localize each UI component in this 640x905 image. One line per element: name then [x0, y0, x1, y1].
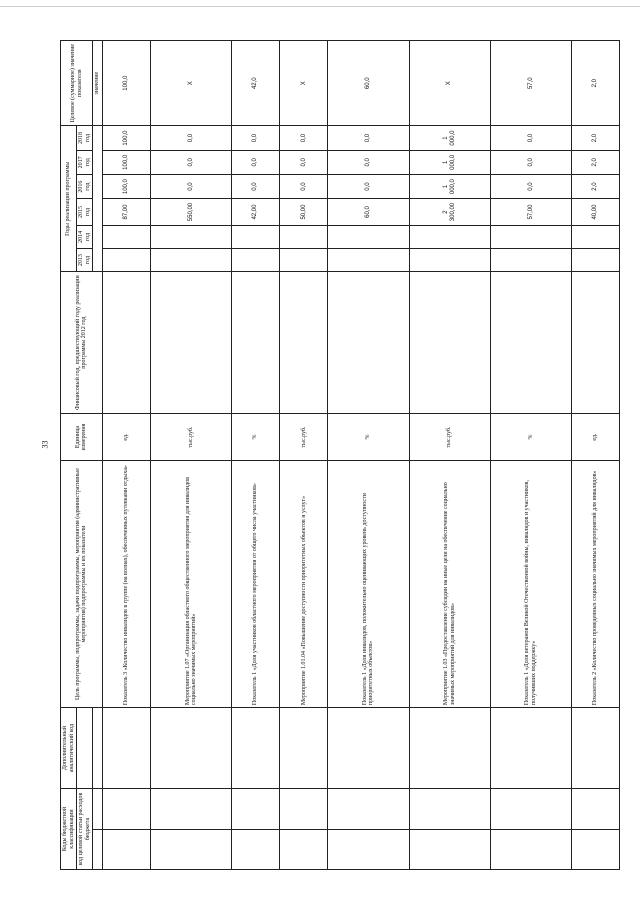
header-additional-code: Дополнительный аналитический код: [61, 708, 77, 789]
row-year-value: 1 000,0: [409, 150, 490, 174]
header-additional-sub: [77, 708, 93, 789]
code-cell: [409, 789, 490, 829]
header-years-blank: [93, 126, 103, 272]
row-fin-year: [102, 272, 150, 414]
row-final: X: [280, 41, 328, 126]
row-year-value: 1 000,0: [409, 126, 490, 150]
row-year-value: 87,00: [102, 199, 150, 226]
code-cell: [151, 829, 232, 869]
row-description: Мероприятие 1.01.04 «Повышение доступности приоритетных объектов и услуг»: [280, 461, 328, 708]
year-2016: 2016 год: [77, 174, 93, 198]
row-unit: %: [232, 414, 280, 461]
header-years: Годы реализации программы: [61, 126, 77, 272]
program-indicators-table: [60, 40, 620, 870]
additional-cell: [328, 708, 409, 789]
row-fin-year: [328, 272, 409, 414]
year-2014: 2014 год: [77, 225, 93, 248]
row-year-value: 0,0: [151, 174, 232, 198]
document-page: [60, 40, 620, 870]
table-row: [151, 41, 232, 870]
row-unit: %: [328, 414, 409, 461]
code-cell: [232, 829, 280, 869]
row-final: 57,0: [490, 41, 571, 126]
row-year-value: [280, 225, 328, 248]
row-year-value: [232, 248, 280, 271]
row-year-value: [328, 225, 409, 248]
row-year-value: [571, 225, 619, 248]
header-code-a: [93, 829, 103, 869]
row-description: Показатель 2 «Количество проведенных социально значимых мероприятий для инвалидов»: [571, 461, 619, 708]
row-year-value: [102, 248, 150, 271]
row-unit: ед.: [102, 414, 150, 461]
additional-cell: [232, 708, 280, 789]
header-code-b: [93, 789, 103, 829]
row-final: 100,0: [102, 41, 150, 126]
header-code-c: [93, 708, 103, 789]
row-final: 2,0: [571, 41, 619, 126]
code-cell: [490, 789, 571, 829]
code-cell: [232, 789, 280, 829]
code-cell: [102, 789, 150, 829]
additional-cell: [151, 708, 232, 789]
table-row: [232, 41, 280, 870]
row-fin-year: [490, 272, 571, 414]
row-year-value: 0,0: [280, 174, 328, 198]
row-year-value: [490, 225, 571, 248]
additional-cell: [571, 708, 619, 789]
header-final: Целевое (суммарное) значение показателя: [61, 41, 93, 126]
row-description: Мероприятие 1.07 «Организация областного общественного мероприятия для инвалидов социально значимых мероприятий»: [151, 461, 232, 708]
code-cell: [490, 829, 571, 869]
row-year-value: 0,0: [490, 174, 571, 198]
header-goal: Цель программы, подпрограммы, задачи подпрограммы, мероприятия (административные мероприятия) подпрограммы и их показатели: [61, 461, 103, 708]
code-cell: [102, 829, 150, 869]
row-year-value: [102, 225, 150, 248]
additional-cell: [102, 708, 150, 789]
row-year-value: [151, 225, 232, 248]
code-cell: [571, 789, 619, 829]
code-cell: [280, 789, 328, 829]
additional-cell: [280, 708, 328, 789]
row-year-value: 550,00: [151, 199, 232, 226]
year-2015: 2015 год: [77, 199, 93, 226]
table-row: [490, 41, 571, 870]
row-year-value: [409, 248, 490, 271]
row-year-value: 0,0: [280, 150, 328, 174]
header-fin-year: Финансовый год, предшествующий году реализации программы 2012 год: [61, 272, 103, 414]
table-row: [571, 41, 619, 870]
row-year-value: 0,0: [232, 174, 280, 198]
header-final-value: значение: [93, 41, 103, 126]
page-number: 33: [40, 440, 50, 449]
row-year-value: 0,0: [490, 126, 571, 150]
code-cell: [409, 829, 490, 869]
header-code-group: код целевой статьи расходов бюджета: [77, 789, 93, 870]
row-unit: тыс.руб.: [151, 414, 232, 461]
code-cell: [571, 829, 619, 869]
row-year-value: 0,0: [328, 126, 409, 150]
row-year-value: 60,0: [328, 199, 409, 226]
row-year-value: 2,0: [571, 174, 619, 198]
code-cell: [280, 829, 328, 869]
year-2013: 2013 год: [77, 248, 93, 271]
row-year-value: 0,0: [151, 126, 232, 150]
scan-edge: [0, 0, 640, 7]
year-2017: 2017 год: [77, 150, 93, 174]
row-year-value: [409, 225, 490, 248]
row-year-value: 0,0: [232, 150, 280, 174]
row-fin-year: [571, 272, 619, 414]
table-row: [328, 41, 409, 870]
row-fin-year: [409, 272, 490, 414]
row-fin-year: [280, 272, 328, 414]
table-row: [102, 41, 150, 870]
row-description: Мероприятие 1.03 «Предоставление субсидии на иные цели на обеспечение социально значимых мероприятий для инвалидов»: [409, 461, 490, 708]
row-year-value: [232, 225, 280, 248]
row-final: X: [409, 41, 490, 126]
row-year-value: 50,00: [280, 199, 328, 226]
year-2018: 2018 год: [77, 126, 93, 150]
row-year-value: 0,0: [232, 126, 280, 150]
row-description: Показатель 1 «Доля участников областного мероприятия от общего числа участников»: [232, 461, 280, 708]
row-year-value: [151, 248, 232, 271]
row-year-value: 0,0: [280, 126, 328, 150]
code-cell: [328, 789, 409, 829]
row-final: 42,0: [232, 41, 280, 126]
additional-cell: [490, 708, 571, 789]
table-body: [102, 41, 619, 870]
row-year-value: 100,0: [102, 126, 150, 150]
row-year-value: 1 000,0: [409, 174, 490, 198]
table-row: [280, 41, 328, 870]
row-year-value: 2,0: [571, 126, 619, 150]
row-unit: %: [490, 414, 571, 461]
row-unit: тыс.руб.: [280, 414, 328, 461]
row-year-value: 57,00: [490, 199, 571, 226]
code-cell: [151, 789, 232, 829]
header-budget-codes: Коды бюджетной классификации: [61, 789, 77, 870]
table-row: [409, 41, 490, 870]
header-unit: Единица измерения: [61, 414, 103, 461]
row-description: Показатель 1 «Доля инвалидов, положительно оценивающих уровень доступности приоритетных объектов»: [328, 461, 409, 708]
row-year-value: 2,0: [571, 150, 619, 174]
additional-cell: [409, 708, 490, 789]
row-unit: ед.: [571, 414, 619, 461]
row-fin-year: [232, 272, 280, 414]
row-final: 60,0: [328, 41, 409, 126]
row-year-value: 42,00: [232, 199, 280, 226]
row-description: Показатель 1 «Доля ветеранов Великой Отечественной войны, инвалидов и участников, получивших поддержку»: [490, 461, 571, 708]
row-year-value: [280, 248, 328, 271]
rotated-table-container: [60, 40, 620, 870]
row-year-value: 0,0: [328, 174, 409, 198]
row-year-value: 2 300,00: [409, 199, 490, 226]
row-year-value: 0,0: [151, 150, 232, 174]
row-final: X: [151, 41, 232, 126]
row-year-value: [490, 248, 571, 271]
row-fin-year: [151, 272, 232, 414]
row-year-value: 100,0: [102, 150, 150, 174]
row-year-value: 40,00: [571, 199, 619, 226]
row-year-value: [571, 248, 619, 271]
row-year-value: 0,0: [490, 150, 571, 174]
row-year-value: 100,0: [102, 174, 150, 198]
row-year-value: 0,0: [328, 150, 409, 174]
code-cell: [328, 829, 409, 869]
row-year-value: [328, 248, 409, 271]
row-unit: тыс.руб.: [409, 414, 490, 461]
row-description: Показатель 3 «Количество инвалидов в группе (на волнах), обеспеченных путевками отдыха»: [102, 461, 150, 708]
